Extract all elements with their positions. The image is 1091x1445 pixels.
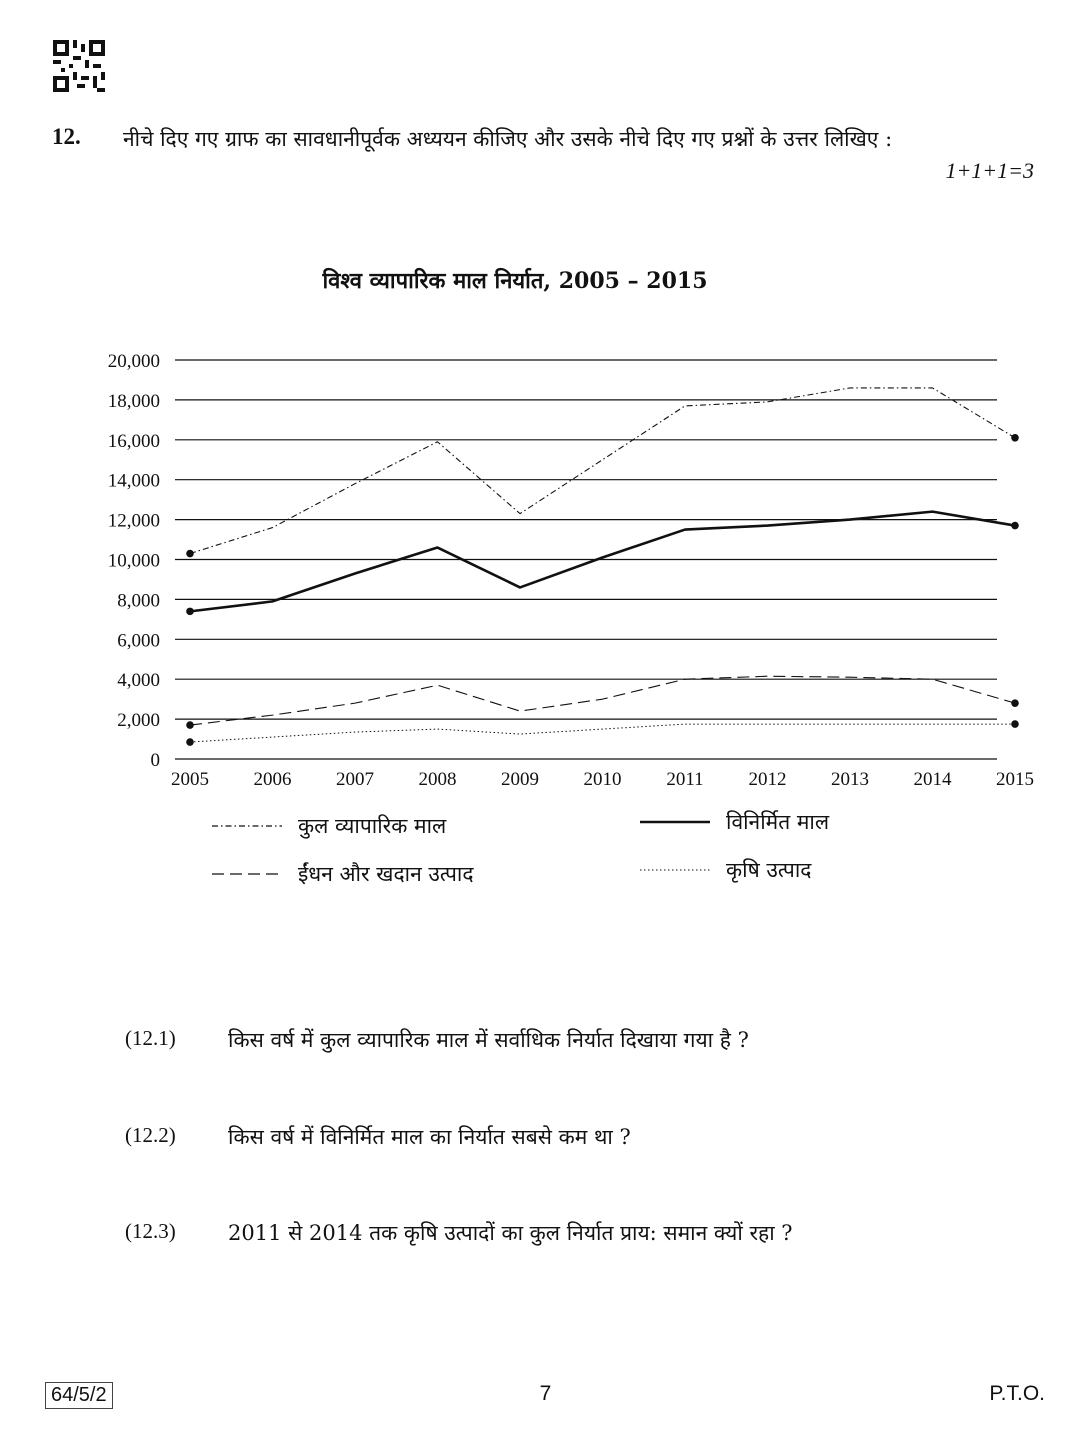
y-tick-label: 10,000	[107, 550, 160, 572]
y-tick-label: 18,000	[107, 390, 160, 412]
legend-manufactured-label: विनिर्मित माल	[726, 810, 830, 834]
series-point	[186, 738, 194, 746]
x-tick-label: 2007	[336, 769, 374, 790]
subquestion-1	[125, 1026, 749, 1054]
series-point	[186, 608, 194, 616]
pto-label: P.T.O.	[989, 1382, 1045, 1405]
subquestion-number: (12.3)	[125, 1219, 176, 1243]
subquestion-text: किस वर्ष में विनिर्मित माल का निर्यात सबसे कम था ?	[228, 1125, 631, 1149]
y-tick-label: 14,000	[107, 470, 160, 492]
x-tick-label: 2010	[583, 769, 622, 790]
x-tick-label: 2015	[996, 769, 1034, 790]
legend-fuel-label: ईंधन और खदान उत्पाद	[298, 862, 474, 886]
x-tick-label: 2009	[501, 769, 539, 790]
series-line-4	[190, 724, 1015, 742]
x-tick-label: 2012	[748, 769, 787, 790]
subquestion-text: किस वर्ष में कुल व्यापारिक माल में सर्वाधिक निर्यात दिखाया गया है ?	[228, 1028, 749, 1052]
series-point	[1011, 522, 1019, 530]
series-line-1	[190, 388, 1015, 554]
y-tick-label: 4,000	[117, 670, 160, 692]
x-tick-label: 2008	[418, 769, 457, 790]
series-point	[1011, 720, 1019, 728]
series-line-3	[190, 676, 1015, 725]
legend-total-swatch	[212, 821, 282, 831]
legend-manufactured-swatch	[640, 817, 710, 827]
series-point	[1011, 699, 1019, 707]
question-number: 12.	[52, 124, 81, 149]
chart-title: विश्व व्यापारिक माल निर्यात, 2005 – 2015	[322, 268, 708, 294]
series-point	[186, 721, 194, 729]
series-point	[186, 550, 194, 558]
subquestion-number: (12.2)	[125, 1123, 176, 1147]
y-tick-label: 20,000	[107, 351, 160, 372]
subquestion-3	[125, 1219, 793, 1247]
subquestion-2	[125, 1123, 631, 1151]
series-line-2	[190, 512, 1015, 612]
legend-total	[212, 812, 446, 840]
x-tick-label: 2011	[666, 769, 704, 790]
legend-manufactured	[640, 808, 829, 836]
question-marks: 1+1+1=3	[945, 158, 1034, 183]
question-text: नीचे दिए गए ग्राफ का सावधानीपूर्वक अध्ययन कीजिए और उसके नीचे दिए गए प्रश्नों के उत्तर लिखिए :	[123, 127, 893, 151]
y-tick-label: 2,000	[117, 710, 160, 732]
y-tick-label: 12,000	[107, 510, 160, 532]
paper-code: 64/5/2	[45, 1382, 113, 1409]
legend-agri-label: कृषि उत्पाद	[726, 858, 812, 882]
legend-agri-swatch	[640, 865, 710, 875]
subquestion-number: (12.1)	[125, 1026, 176, 1050]
y-tick-label: 16,000	[107, 430, 160, 452]
subquestion-text: 2011 से 2014 तक कृषि उत्पादों का कुल निर्यात प्राय: समान क्यों रहा ?	[228, 1221, 793, 1245]
x-tick-label: 2006	[253, 769, 292, 790]
qr-code-icon	[53, 40, 105, 92]
y-tick-label: 0	[150, 750, 160, 771]
legend-fuel	[212, 860, 473, 888]
y-tick-label: 6,000	[117, 630, 160, 652]
legend-fuel-swatch	[212, 869, 282, 879]
line-chart	[60, 335, 1034, 795]
page-number: 7	[539, 1382, 552, 1405]
series-point	[1011, 434, 1019, 442]
y-tick-label: 8,000	[117, 590, 160, 612]
legend-total-label: कुल व्यापारिक माल	[298, 814, 447, 838]
x-tick-label: 2013	[831, 769, 869, 790]
x-tick-label: 2005	[171, 769, 209, 790]
x-tick-label: 2014	[913, 769, 952, 790]
legend-agri	[640, 856, 811, 884]
